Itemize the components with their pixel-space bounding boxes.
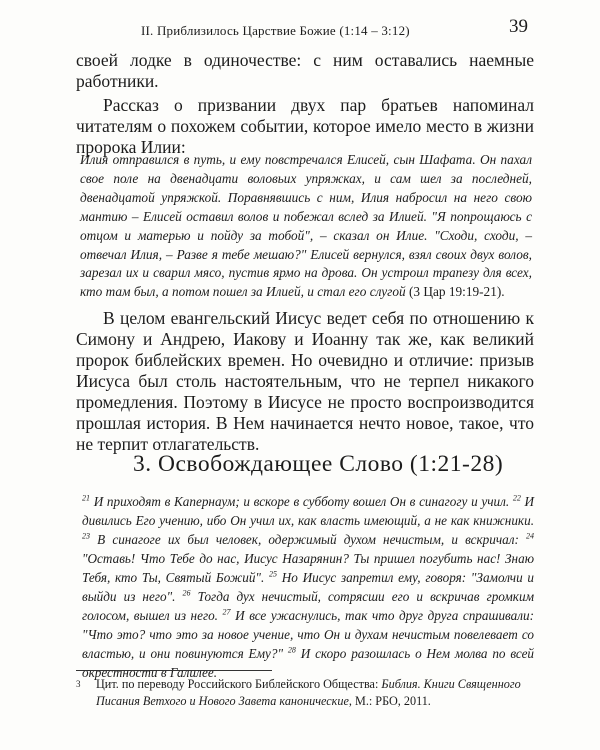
verse-text: "Оставь! Что Тебе до нас, Иисус Назарянин? Ты пришел погубить нас! Знаю Тебя, кто Ты, Святый Божий".: [82, 551, 534, 585]
footnote-mark: 3: [76, 679, 81, 689]
block-quote: [80, 151, 532, 302]
verse-text: В синагоге их был человек, одержимый духом нечистым, и вскричал:: [97, 532, 519, 547]
section-heading: 3. Освобождающее Слово (1:21-28): [133, 451, 504, 477]
footnote-text-end: , М.: РБО, 2011.: [348, 694, 431, 708]
footnote-divider: [76, 670, 272, 671]
footnote: [76, 676, 536, 710]
paragraph-text: В целом евангельский Иисус ведет себя по отношению к Симону и Андрею, Иакову и Иоанну так же, как великий пророк библейских времен. Но очевидно и отличие: призыв Иисуса был столь настоятельным, что не терпел никакого промедления. Поэтому в Иисусе не просто воспроизводится прошлая история. В Нем начинается нечто новое, такое, что не терпит отлагательств.: [76, 308, 534, 454]
paragraph-continuation: [76, 50, 534, 92]
footnote-citation-title: Библия. Книги Священного Писания Ветхого и Нового Завета канонические: [96, 677, 521, 708]
footnote-text: Цит. по переводу Российского Библейского Общества:: [96, 677, 382, 691]
verse-number: 25: [269, 569, 278, 579]
quote-reference: (3 Цар 19:19-21).: [408, 284, 505, 300]
paragraph-text: своей лодке в одиночестве: с ним оставались наемные работники.: [76, 50, 534, 91]
verse-text: И скоро разошлась о Нем молва по всей окрестности в Галилее.: [82, 646, 535, 680]
verse-text: Но Иисус запретил ему, говоря: "Замолчи и выйди из него".: [82, 570, 535, 604]
verse-number: 24: [526, 531, 535, 541]
page-number: 39: [509, 16, 528, 37]
verse-number: 26: [182, 588, 191, 598]
quote-text: Илия отправился в путь, и ему повстречался Елисей, сын Шафата. Он пахал свое поле на двенадцати воловьих упряжках, и сам шел за последней, двенадцатой упряжкой. Поравнявшись с ним, Илия набросил на него свою мантию – Елисей оставил волов и побежал вслед за Илией. "Я попрощаюсь с отцом и матерью и пойду за тобой", – сказал он Илие. "Сходи, сходи, – отвечал Илия, – Разве я тебе мешаю?" Елисей вернулся, взял своих двух волов, зарезал их и сварил мясо, пустив ярмо на дрова. Он устроил трапезу для всех, кто там был, а потом пошел за Илией, и стал его слугой: [80, 152, 532, 300]
verse-text: И все ужаснулись, так что друг друга спрашивали: "Что это? что это за новое учение, что Он и духам нечистым повелевает со властью, и они повинуются Ему?": [82, 608, 535, 661]
running-header: II. Приблизилось Царствие Божие (1:14 – 3:12): [141, 23, 410, 38]
paragraph-text: Рассказ о призвании двух пар братьев напоминал читателям о похожем событии, которое имело место в жизни пророка Илии:: [76, 95, 534, 157]
footnote-body: [96, 676, 531, 710]
verse-text: И дивились Его учению, ибо Он учил их, как власть имеющий, а не как книжники.: [82, 494, 535, 528]
paragraph-commentary: [76, 308, 534, 455]
paragraph-intro-quote: [76, 95, 534, 158]
verse-number: 22: [512, 493, 521, 503]
scripture-passage: [82, 492, 534, 682]
verse-number: 21: [82, 493, 90, 503]
verse-number: 27: [222, 607, 231, 617]
verse-text: Тогда дух нечистый, сотрясши его и вскричав громким голосом, вышел из него.: [82, 589, 534, 623]
verse-number: 23: [82, 531, 90, 541]
verse-number: 28: [287, 645, 296, 655]
verse-text: И приходят в Капернаум; и вскоре в субботу вошел Он в синагогу и учил.: [93, 494, 510, 509]
